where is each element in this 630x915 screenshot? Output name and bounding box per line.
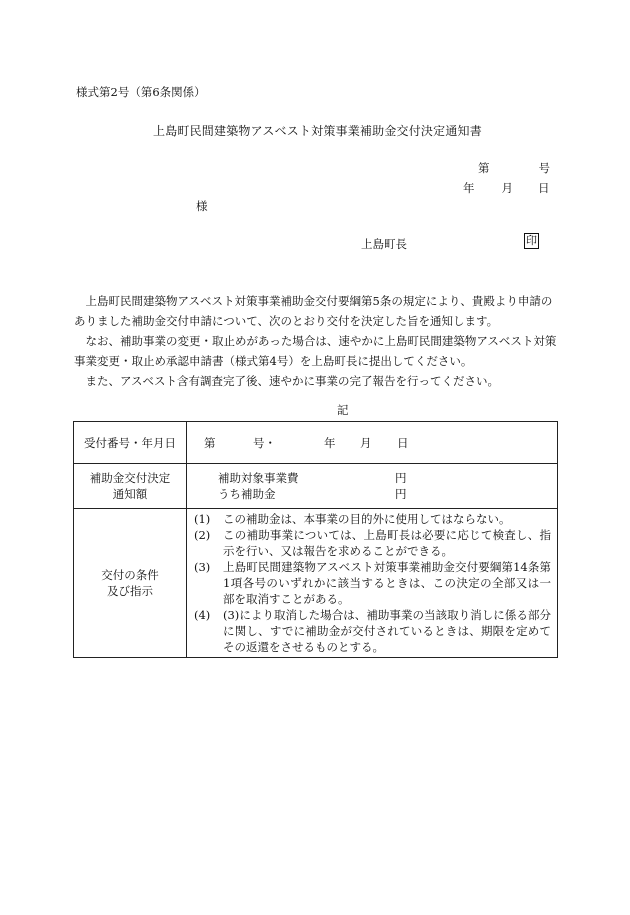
condition-number: (1) xyxy=(194,512,211,526)
sender-title: 上島町長 xyxy=(361,237,407,251)
addressee-honorific: 様 xyxy=(196,199,208,213)
subsidy-target-cost-label: 補助対象事業費 xyxy=(218,471,299,485)
decision-table xyxy=(73,421,558,658)
receipt-value xyxy=(187,422,558,464)
condition-number: (4) xyxy=(194,608,211,622)
document-title: 上島町民間建築物アスベスト対策事業補助金交付決定通知書 xyxy=(153,124,482,138)
conditions-label-line2: 及び指示 xyxy=(107,584,153,598)
body-paragraph-1: 上島町民間建築物アスベスト対策事業補助金交付要綱第5条の規定により、貴殿より申請のありました補助金交付申請について、次のとおり交付を決定した旨を通知します。 xyxy=(74,294,553,328)
ki-label: 記 xyxy=(337,403,349,417)
condition-text: (3)により取消した場合は、補助事業の当該取り消しに係る部分に関し、すでに補助金が交付されているときは、期限を定めてその返還をさせるものとする。 xyxy=(223,608,551,654)
amount-label-line2: 通知額 xyxy=(112,487,148,501)
issue-year-label: 年 xyxy=(463,181,475,195)
condition-number: (2) xyxy=(194,528,211,542)
condition-text: この補助金は、本事業の目的外に使用してはならない。 xyxy=(223,512,511,526)
issue-number-suffix: 号 xyxy=(538,161,550,175)
notice-body xyxy=(74,291,558,391)
conditions-list xyxy=(187,511,557,655)
issue-number-prefix: 第 xyxy=(478,161,490,175)
table-row-receipt xyxy=(74,422,558,464)
amount-label-line1: 補助金交付決定 xyxy=(89,471,171,485)
receipt-day-label: 日 xyxy=(397,435,409,450)
amount-label xyxy=(74,464,187,509)
body-paragraph-3: また、アスベスト含有調査完了後、速やかに事業の完了報告を行ってください。 xyxy=(85,374,500,388)
subsidy-amount-unit: 円 xyxy=(395,487,407,501)
condition-item xyxy=(187,559,551,607)
receipt-month-label: 月 xyxy=(360,435,372,450)
receipt-number-prefix: 第 xyxy=(204,435,216,450)
table-row-conditions xyxy=(74,509,558,658)
table-row-amount xyxy=(74,464,558,509)
seal-icon: 印 xyxy=(526,234,537,247)
issue-date xyxy=(463,180,550,196)
condition-item xyxy=(187,511,551,527)
receipt-number-suffix: 号・ xyxy=(253,435,276,450)
issue-day-label: 日 xyxy=(538,181,550,195)
receipt-year-label: 年 xyxy=(324,435,336,450)
subsidy-amount-label: うち補助金 xyxy=(218,487,276,501)
condition-text: この補助事業については、上島町長は必要に応じて検査し、指示を行い、又は報告を求めることができる。 xyxy=(223,528,551,558)
issue-number xyxy=(478,160,550,176)
subsidy-target-cost-unit: 円 xyxy=(395,471,407,485)
amount-value xyxy=(187,464,558,509)
conditions-value xyxy=(187,509,558,658)
condition-item xyxy=(187,607,551,655)
condition-text: 上島町民間建築物アスベスト対策事業補助金交付要綱第14条第1項各号のいずれかに該当するときは、この決定の全部又は一部を取消すことがある。 xyxy=(223,560,551,606)
conditions-label xyxy=(74,509,187,658)
conditions-label-line1: 交付の条件 xyxy=(101,568,159,582)
receipt-label: 受付番号・年月日 xyxy=(74,422,187,464)
form-number: 様式第2号（第6条関係） xyxy=(76,85,206,99)
condition-item xyxy=(187,527,551,559)
body-paragraph-2: なお、補助事業の変更・取止めがあった場合は、速やかに上島町民間建築物アスベスト対策事業変更・取止め承認申請書（様式第4号）を上島町長に提出してください。 xyxy=(74,334,557,368)
issue-month-label: 月 xyxy=(501,181,513,195)
condition-number: (3) xyxy=(194,560,211,574)
